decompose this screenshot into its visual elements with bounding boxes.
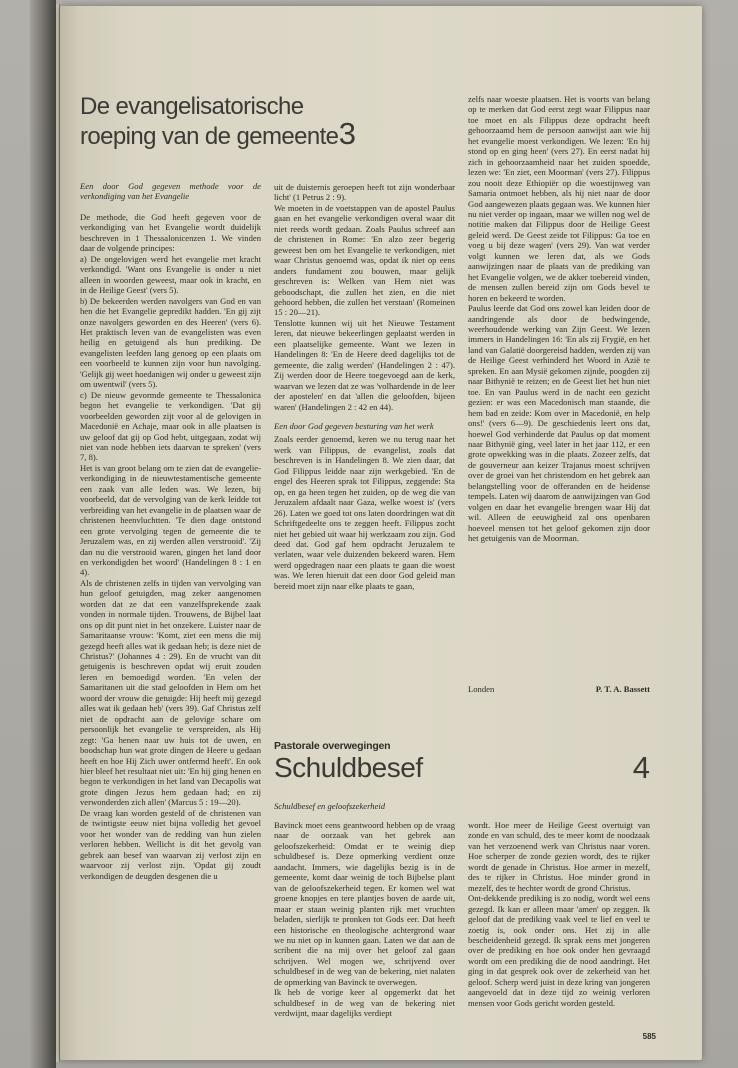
article1-section-heading: Een door God gegeven besturing van het werk: [274, 420, 434, 431]
article2-column1: [274, 820, 455, 1025]
paragraph: Zoals eerder genoemd, keren we nu terug naar het werk van Filippus, de evangelist, zoals dat beschreven is in Handelingen 8. We zien daar, dat God Filippus leidde naar zijn werkgebied. 'En de engel des Heeren sprak tot Filippus, zeggende: Sta op, en ga heen tegen het zuiden, op de weg die van Jeruzalem afdaalt naar Gaza, welke woest is' (vers 26). Laten we goed tot ons laten doordringen wat dit Schriftgedeelte ons te zeggen heeft. Filippus zocht niet het gebied uit waar hij werkzaam zou zijn. God deed dat. God gaf hem opdracht Jeruzalem te verlaten, waar vele duizenden bekeerd waren. Hem werd opgedragen naar een plaats te gaan die woest was. We leren hieruit dat een door God geleid man bereid moet zijn naar elke plaats te gaan,: [274, 434, 455, 591]
article1-title-line1: De evangelisatorische: [80, 93, 304, 120]
page-number: 585: [642, 1032, 656, 1041]
paragraph: c) De nieuw gevormde gemeente te Thessalonica begon het evangelie te verkondigen. 'Dat gij voorbeelden geworden zijt voor al de gelovigen in Macedonië en Achaje, maar ook in alle plaatsen is uw geloof dat gij op God hebt, uitgegaan, zodat wij niet van node hebben iets daarvan te spreken' (vers 7, 8).: [80, 389, 261, 463]
article1-column2-part2: [274, 434, 455, 591]
article1-column1: [80, 212, 261, 1025]
paragraph: wordt. Hoe meer de Heilige Geest overtuigt van zonde en van schuld, des te meer komt de noodzaak van het verzoenend werk van Christus naar voren. Hoe scherper de zonde gezien wordt, des te rijker wordt de genade in Christus. Hoe armer in mezelf, des te rijker in Christus. Hoe minder grond in mezelf, des te hechter wordt de grond Christus.: [468, 820, 650, 893]
article1-signoff: [468, 684, 650, 694]
paragraph: De methode, die God heeft gegeven voor de verkondiging van het Evangelie wordt duidelijk beschreven in 1 Thessalonicenzen 1. We vinden daar de volgende principes:: [80, 212, 261, 254]
paragraph: a) De ongelovigen werd het evangelie met kracht verkondigd. 'Want ons Evangelie is onder u niet alleen in woorden geweest, maar ook in kracht, en in de Heilige Geest' (vers 5).: [80, 253, 261, 296]
paragraph: Het is van groot belang om te zien dat de evangelie-verkondiging in de nieuwtestamentische gemeente een zaak van alle leden was. We lezen, bij voorbeeld, dat de vervolging van de kerk leidde tot verbreiding van het evangelie in de plaatsen waar de christenen heenvluchtten. 'Te dien dage ontstond een grote vervolging tegen de gemeente die te Jeruzalem was, en zij werden allen verstrooid'. 'Zij dan nu die verstrooid waren, gingen het land door en verkondigden het woord' (Handelingen 8 : 1 en 4).: [80, 462, 261, 578]
article1-column2: [274, 182, 455, 706]
paragraph: Als de christenen zelfs in tijden van vervolging van hun geloof getuigden, mag zeker aangenomen worden dat ze dat een vanzelfsprekende zaak vonden in normale tijden. Trouwens, de Bijbel laat ons op dit punt niet in het onzekere. Luister naar de Samaritaanse vrouw: 'Komt, ziet een mens die mij gezegd heeft alles wat ik gedaan heb; is deze niet de Christus?' (Johannes 4 : 29). En de vrucht van dit getuigenis is beschreven opdat wij eruit zouden leren en bemoedigd worden. 'En velen der Samaritanen uit die stad geloofden in Hem om het woord der vrouw die getuigde: Hij heeft mij gezegd alles wat ik gedaan heb' (vers 39). Gaf Christus zelf niet de opdracht aan de gelovige schare om persoonlijk het evangelie te verspreiden, als Hij zegt: 'Ga henen naar uw huis tot de uwen, en boodschap hun wat grote dingen de Heere u gedaan heeft en hoe Hij Zich uwer ontfermd heeft'. En ook hier bleef het resultaat niet uit: 'En hij ging henen en begon te verkondigen in het land van Decapolis wat grote dingen Jezus hem gedaan had; en zij verwonderden zich allen' (Marcus 5 : 19—20).: [80, 577, 261, 808]
signoff-author: P. T. A. Bassett: [595, 684, 650, 694]
article1-column3: [468, 94, 650, 668]
paragraph: We moeten in de voetstappen van de apostel Paulus gaan en het evangelie verkondigen overal waar dit niet reeds wordt gedaan. Zoals Paulus schreef aan de christenen in Rome: 'En alzo zeer begerig geweest ben om het Evangelie te verkondigen, niet waar Christus genoemd was, opdat ik niet op eens anders fundament zou bouwen, maar gelijk geschreven is: Welken van Hem niet was geboodschapt, die zullen het zien, en die niet gehoord hebben, die zullen het verstaan' (Romeinen 15 : 20—21).: [274, 202, 455, 318]
article1-number: 3: [338, 116, 356, 151]
signoff-place: Londen: [468, 684, 495, 694]
article2-column2: [468, 820, 650, 1025]
article2-subtitle: Schuldbesef en geloofszekerheid: [274, 801, 386, 811]
paragraph: Paulus leerde dat God ons zowel kan leiden door de aandringende als door de bedwingende, weerhoudende werking van Zijn Geest. We lezen immers in Handelingen 16: 'En als zij Frygië, en het land van Galatië doorgereisd hadden, werden zij van de Heilige Geest verhinderd het Woord in Azië te spreken. En aan Mysië gekomen zijnde, poogden zij naar Bithynië te reizen; en de Geest liet het hun niet toe. En van Paulus werd in de nacht een gezicht gezien: er was een Macedonisch man staande, die hem bad en zeide: Kom over in Macedonië, en help ons!' (vers 6—9). De geschiedenis leert ons dat, hoewel God verhinderde dat Paulus op dat moment naar Bithynië ging, veel later in het jaar 112, er een grote opwekking was in die plaats. Zozeer zelfs, dat de gouverneur aan keizer Trajanus moest schrijven over de groei van het christendom en het gebrek aan belangstelling voor de offeranden en de heidense tempels. Laten wij daarom de aanwijzingen van God volgen en daar het evangelie brengen waar Hij dat wil. Alleen de eeuwigheid zal ons openbaren hoeveel mensen tot het geloof gekomen zijn door het getuigenis van de Moorman.: [468, 303, 650, 544]
paragraph: zelfs naar woeste plaatsen. Het is voorts van belang op te merken dat God eerst zegt waar Filippus naar toe moet en als Filippus deze opdracht heeft gehoorzaamd hem de persoon aanwijst aan wie hij het evangelie moest verkondigen. We lezen: 'En hij stond op en ging heen' (vers 27). En eerst nadat hij zich in gehoorzaamheid naar het zuiden spoedde, lezen we: 'En ziet, een Moorman' (vers 27). Filippus zou nooit deze Ethiopiër op die woestijnweg van Samaria ontmoet hebben, als hij niet naar de door God aangewezen plaats gegaan was. We kunnen hier nu niet verder op ingaan, maar we willen nog wel de notitie maken dat Filippus door de Heilige Geest geleid werd. De Geest zeide tot Filippus: Ga toe en voeg u bij deze wagen' (vers 29). Van wat verder volgt kunnen we leren dat, als we Gods aanwijzingen naar de plaats van de prediking van het Evangelie volgen, we de akker toebereid vinden, de mensen zullen bereid zijn om Gods bevel te horen en bekeerd te worden.: [468, 94, 650, 303]
article1-column2-part1: [274, 182, 455, 412]
paragraph: Tenslotte kunnen wij uit het Nieuwe Testament leren, dat nieuwe bekeerlingen geplaatst werden in een plaatselijke gemeente. Want we lezen in Handelingen 8: 'En de Heere deed dagelijks tot de gemeente, die zalig werden' (Handelingen 2 : 47). Zij werden door de Heere toegevoegd aan de kerk, waarvan we lezen dat ze was 'volhardende in de leer der apostelen' en dat 'allen die geloofden, bijeen waren' (Handelingen 2 : 42 en 44).: [274, 317, 455, 412]
binding-shadow: [30, 0, 56, 1068]
paragraph: b) De bekeerden werden navolgers van God en van hen die het Evangelie gepredikt hadden. 'En gij zijt onze navolgers geworden en des Heeren' (vers 6). Het praktisch leven van de evangelisten was even heilig en getuigend als hun prediking. De evangelisten leefden lang genoeg op een plaats om een voorbeeld te kunnen zijn voor hun navolging. 'Gelijk gij weet hoedanigen wij onder u geweest zijn om uwentwil' (vers 5).: [80, 295, 261, 390]
paragraph: De vraag kan worden gesteld of de christenen van de twintigste eeuw niet bijna volledig het gevoel voor het wonder van de redding van hun zielen verloren hebben. Wellicht is dit het gevolg van gebrek aan besef van waarvan zij verlost zijn en waarvoor zij verlost zijn. 'Opdat gij zoudt verkondigen de deugden desgenen die u: [80, 807, 261, 881]
paragraph: Bavinck moet eens geantwoord hebben op de vraag naar de oorzaak van het gebrek aan geloofszekerheid: Omdat er te weinig diep schuldbesef is. Deze opmerking verdient onze aandacht. Immers, wie dagelijks bezig is in de gemeente, komt daar weinig de toch Bijbelse plant van de geloofszekerheid tegen. Er komen wel wat groene knopjes en tere plantjes boven de aarde uit, maar er staan weinig planten rijk met vruchten beladen, sierlijk te pronken tot Gods eer. Dat heeft een historische en theologische achtergrond waar we nu niet op in kunnen gaan. Laten we dat aan de scribent die na mij over het geloof zal gaan schrijven. Wel mogen we, schrijvend over schuldbesef in de weg van de bekering, niet nalaten de opmerking van Bavinck te overwegen.: [274, 820, 455, 987]
article1-title-line2: roeping van de gemeente: [80, 123, 339, 150]
paragraph: Ik heb de vorige keer al opgemerkt dat het schuldbesef in de weg van de bekering niet verdwijnt, maar dagelijks verdiept: [274, 987, 455, 1019]
article1-subtitle: Een door God gegeven methode voor de verkondiging van het Evangelie: [80, 181, 261, 202]
paragraph: uit de duisternis geroepen heeft tot zijn wonderbaar licht' (1 Petrus 2 : 9).: [274, 182, 455, 203]
article2-title: Schuldbesef: [274, 752, 423, 783]
article2-kicker: Pastorale overwegingen: [274, 740, 391, 752]
article2-number: 4: [632, 750, 650, 785]
paragraph: Ont-dekkende prediking is zo nodig, wordt wel eens gezegd. Ik kan er alleen maar 'amen' op zeggen. Ik geloof dat de prediking vaak veel te lief en veel te zoetig is, ook onder ons. Het zij in alle bescheidenheid gezegd. Ik sprak eens met jongeren over de prediking en hoe ook onder hen gevraagd wordt om een prediking die de nood aandringt. Het ging in dat gesprek ook over de zekerheid van het geloof. Scherp werd juist in deze kring van jongeren aangevoeld dat in deze tijd zo weinig verloren mensen voor Gods gericht worden gesteld.: [468, 893, 650, 1008]
